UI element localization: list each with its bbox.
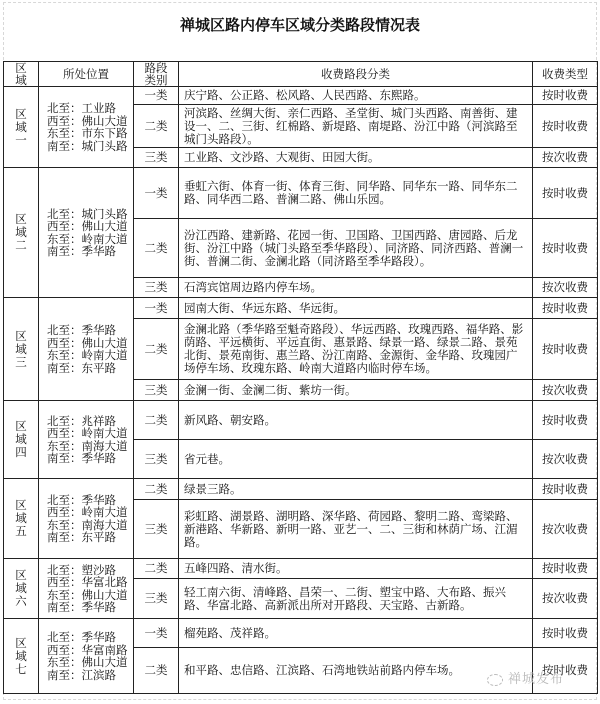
header-category: 路段 类别: [134, 62, 179, 87]
fee-type-cell: 按次收费: [533, 380, 598, 401]
zone-location-6: 北至：塑沙路 西至：华富北路 东至：佛山大道 南至：季华路: [39, 559, 134, 619]
category-cell: 三类: [134, 500, 179, 559]
fee-type-cell: 按时收费: [533, 648, 598, 694]
fee-type-cell: 按时收费: [533, 219, 598, 278]
fee-type-cell: 按次收费: [533, 500, 598, 559]
category-cell: 二类: [134, 319, 179, 380]
roads-cell: 五峰四路、清水街。: [179, 559, 533, 579]
zone-location-1: 北至：工业路 西至：佛山大道 东至：市东下路 南至：城门头路: [39, 87, 134, 168]
roads-cell: 轻工南六街、清峰路、昌荣一、二街、塑宝中路、大布路、振兴路、华富北路、高新派出所对开路段、天宝路、古新路。: [179, 579, 533, 619]
header-roads: 收费路段分类: [179, 62, 533, 87]
fee-type-cell: 按时收费: [533, 298, 598, 319]
header-location: 所处位置: [39, 62, 134, 87]
roads-cell: 工业路、文沙路、大观街、田园大街。: [179, 148, 533, 168]
fee-type-cell: 按时收费: [533, 105, 598, 148]
category-cell: 三类: [134, 380, 179, 401]
zone-location-2: 北至：城门头路 西至：佛山大道 东至：岭南大道 南至：季华路: [39, 168, 134, 298]
category-cell: 二类: [134, 401, 179, 440]
category-cell: 一类: [134, 298, 179, 319]
fee-type-cell: 按次收费: [533, 148, 598, 168]
zone-name-6: 区 域 六: [4, 559, 39, 619]
zone-name-5: 区 域 五: [4, 479, 39, 559]
table-row: [4, 479, 598, 500]
category-cell: 三类: [134, 579, 179, 619]
category-cell: 三类: [134, 440, 179, 479]
zone-location-5: 北至：季华路 西至：岭南大道 东至：南海大道 南至：东平路: [39, 479, 134, 559]
category-cell: 二类: [134, 559, 179, 579]
fee-type-cell: 按次收费: [533, 579, 598, 619]
zone-location-7: 北至：季华路 西至：华富南路 东至：佛山大道 南至：江滨路: [39, 619, 134, 694]
fee-type-cell: 按时收费: [533, 401, 598, 440]
table-row: [4, 168, 598, 219]
category-cell: 二类: [134, 479, 179, 500]
zone-name-4: 区 域 四: [4, 401, 39, 479]
zone-name-7: 区 域 七: [4, 619, 39, 694]
fee-type-cell: 按时收费: [533, 319, 598, 380]
roads-cell: 河滨路、丝绸大街、亲仁西路、圣堂街、城门头西路、南善街、建设一、二、三街、红棉路、新堤路、南堤路、汾江中路（河滨路至城门头路段）。: [179, 105, 533, 148]
roads-cell: 榴苑路、茂祥路。: [179, 619, 533, 648]
category-cell: 二类: [134, 648, 179, 694]
fee-type-cell: 按时收费: [533, 87, 598, 105]
roads-cell: 金澜北路（季华路至魁奇路段）、华远西路、玫瑰西路、福华路、影荫路、平远横街、平远直街、惠景路、绿景一路、绿景二路、景苑北街、景苑南街、惠兰路、汾江南路、金源街、金华路、玫瑰园广场停车场、玫瑰东路、岭南大道路内临时停车场。: [179, 319, 533, 380]
category-cell: 一类: [134, 87, 179, 105]
roads-cell: 彩虹路、湖景路、湖明路、深华路、荷园路、黎明二路、鸾梁路、新港路、华新路、新明一路、亚艺一、二、三街和林荫广场、江湄路。: [179, 500, 533, 559]
category-cell: 一类: [134, 168, 179, 219]
table-row: [4, 87, 598, 105]
category-cell: 二类: [134, 219, 179, 278]
category-cell: 三类: [134, 278, 179, 298]
category-cell: 二类: [134, 105, 179, 148]
roads-cell: 和平路、忠信路、江滨路、石湾地铁站前路内停车场。: [179, 648, 533, 694]
zone-location-3: 北至：季华路 西至：佛山大道 东至：岭南大道 南至：东平路: [39, 298, 134, 401]
fee-type-cell: 按时收费: [533, 619, 598, 648]
zone-location-4: 北至：兆祥路 西至：岭南大道 东至：南海大道 南至：季华路: [39, 401, 134, 479]
category-cell: 一类: [134, 619, 179, 648]
roads-cell: 新风路、朝安路。: [179, 401, 533, 440]
table-title: 禅城区路内停车区域分类路段情况表: [179, 16, 420, 34]
table-row: [4, 401, 598, 440]
zone-name-2: 区 域 二: [4, 168, 39, 298]
table-row: [4, 619, 598, 648]
zone-name-3: 区 域 三: [4, 298, 39, 401]
parking-zone-table: [3, 61, 598, 694]
table-row: [4, 559, 598, 579]
watermark-text: 禅城发布: [508, 672, 565, 687]
roads-cell: 汾江西路、建新路、花园一街、卫国路、卫国西路、唐园路、后龙街、汾江中路（城门头路至季华路段）、同济路、同济西路、普澜一街、普澜二街、金澜北路（同济路至季华路段）。: [179, 219, 533, 278]
table-row: [4, 298, 598, 319]
roads-cell: 省元巷。: [179, 440, 533, 479]
zone-name-1: 区 域 一: [4, 87, 39, 168]
roads-cell: 庆宁路、公正路、松风路、人民西路、东熙路。: [179, 87, 533, 105]
category-cell: 三类: [134, 148, 179, 168]
roads-cell: 石湾宾馆周边路内停车场。: [179, 278, 533, 298]
roads-cell: 金澜一街、金澜二街、紫坊一街。: [179, 380, 533, 401]
fee-type-cell: 按次收费: [533, 278, 598, 298]
roads-cell: 园南大街、华远东路、华远街。: [179, 298, 533, 319]
fee-type-cell: 按次收费: [533, 440, 598, 479]
roads-cell: 绿景三路。: [179, 479, 533, 500]
header-fee-type: 收费类型: [533, 62, 598, 87]
header-zone: 区 域: [4, 62, 39, 87]
roads-cell: 垂虹六街、体育一街、体育三街、同华路、同华东一路、同华东二路、同华西二路、普澜二路、佛山乐园。: [179, 168, 533, 219]
header-row: [4, 62, 598, 87]
fee-type-cell: 按时收费: [533, 168, 598, 219]
fee-type-cell: 按时收费: [533, 479, 598, 500]
fee-type-cell: 按时收费: [533, 559, 598, 579]
